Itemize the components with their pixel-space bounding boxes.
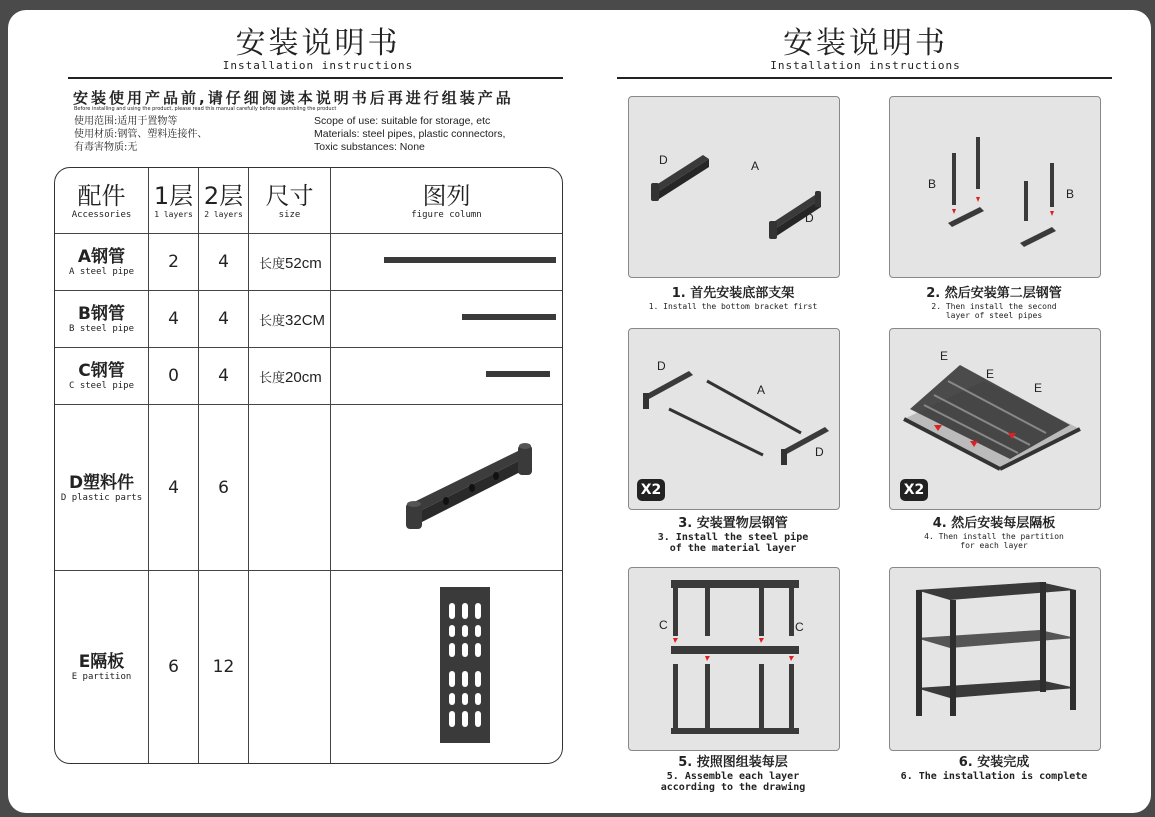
row-l2: 4 [199, 348, 249, 405]
header-2-layers: 2层 2 layers [199, 168, 249, 234]
header-1-layer: 1层 1 layers [149, 168, 199, 234]
row-name: A钢管 A steel pipe [55, 234, 149, 291]
pipe-a-figure [331, 234, 562, 291]
pipe-c-figure [331, 348, 562, 405]
instruction-sheet [8, 10, 1151, 813]
step-2-caption: 2. 然后安装第二层钢管 2. Then install the second layer of steel pipes [926, 286, 1062, 320]
label-d: D [657, 359, 666, 373]
step-3-caption: 3. 安装置物层钢管 3. Install the steel pipe of the material layer [657, 516, 809, 554]
row-l1: 0 [149, 348, 199, 405]
step-4-image [889, 328, 1101, 510]
label-a: A [757, 383, 766, 397]
label-d: D [815, 445, 824, 459]
x2-badge: X2 [900, 479, 928, 501]
table-row [55, 571, 562, 763]
label-c: C [659, 618, 668, 632]
label-d: D [805, 211, 814, 225]
table-row [55, 405, 562, 571]
accessories-table [54, 167, 563, 764]
intro-en: Before installing and using the product, please read this manual carefully before assembling the product [74, 106, 337, 112]
row-l2: 12 [199, 571, 249, 763]
row-size-empty [249, 405, 331, 571]
plastic-part-figure [331, 405, 562, 571]
step-6-image [889, 567, 1101, 751]
label-b: B [1066, 187, 1075, 201]
label-a: A [751, 159, 760, 173]
step-3-image [628, 328, 840, 510]
row-size-empty [249, 571, 331, 763]
header-figure: 图列 figure column [331, 168, 562, 234]
left-divider [68, 77, 563, 79]
label-c: C [795, 620, 804, 634]
materials-en: Materials: steel pipes, plastic connectors, [314, 128, 506, 140]
scope-en: Scope of use: suitable for storage, etc [314, 115, 491, 127]
row-name: D塑料件 D plastic parts [55, 405, 149, 571]
row-name: B钢管 B steel pipe [55, 291, 149, 348]
label-e: E [1034, 381, 1043, 395]
left-title: 安装说明书 [235, 26, 401, 61]
header-size: 尺寸 size [249, 168, 331, 234]
row-size: 长度20cm [249, 348, 331, 405]
toxic-en: Toxic substances: None [314, 141, 425, 153]
label-e: E [940, 349, 949, 363]
pipe-b-figure [331, 291, 562, 348]
step-5-caption: 5. 按照图组装每层 5. Assemble each layer according to the drawing [660, 755, 806, 793]
right-divider [617, 77, 1112, 79]
row-l1: 4 [149, 291, 199, 348]
table-row [55, 234, 562, 291]
row-l1: 4 [149, 405, 199, 571]
row-l2: 4 [199, 291, 249, 348]
table-header-row [55, 168, 562, 234]
step-2-image [889, 96, 1101, 278]
step-4-caption: 4. 然后安装每层隔板 4. Then install the partition for each layer [924, 516, 1064, 550]
step-1-caption: 1. 首先安装底部支架 1. Install the bottom bracket first [648, 286, 818, 311]
table-row [55, 291, 562, 348]
step-1-image [628, 96, 840, 278]
label-b: B [928, 177, 937, 191]
row-size: 长度32CM [249, 291, 331, 348]
header-accessories: 配件 Accessories [55, 168, 149, 234]
right-title: 安装说明书 [783, 26, 948, 61]
label-e: E [986, 367, 995, 381]
row-l2: 4 [199, 234, 249, 291]
row-size: 长度52cm [249, 234, 331, 291]
scope-cn: 使用范围:适用于置物等 [74, 116, 178, 127]
row-l2: 6 [199, 405, 249, 571]
toxic-cn: 有毒害物质:无 [74, 142, 138, 153]
partition-figure [331, 571, 562, 763]
row-l1: 6 [149, 571, 199, 763]
step-5-image [628, 567, 840, 751]
materials-cn: 使用材质:钢管、塑料连接件、 [74, 129, 208, 140]
row-name: E隔板 E partition [55, 571, 149, 763]
label-d: D [659, 153, 668, 167]
intro-cn: 安装使用产品前,请仔细阅读本说明书后再进行组装产品 [73, 89, 514, 107]
step-6-caption: 6. 安装完成 6. The installation is complete [900, 755, 1088, 782]
x2-badge: X2 [637, 479, 665, 501]
row-name: C钢管 C steel pipe [55, 348, 149, 405]
table-row [55, 348, 562, 405]
left-subtitle: Installation instructions [222, 59, 414, 72]
right-subtitle: Installation instructions [770, 59, 961, 72]
row-l1: 2 [149, 234, 199, 291]
